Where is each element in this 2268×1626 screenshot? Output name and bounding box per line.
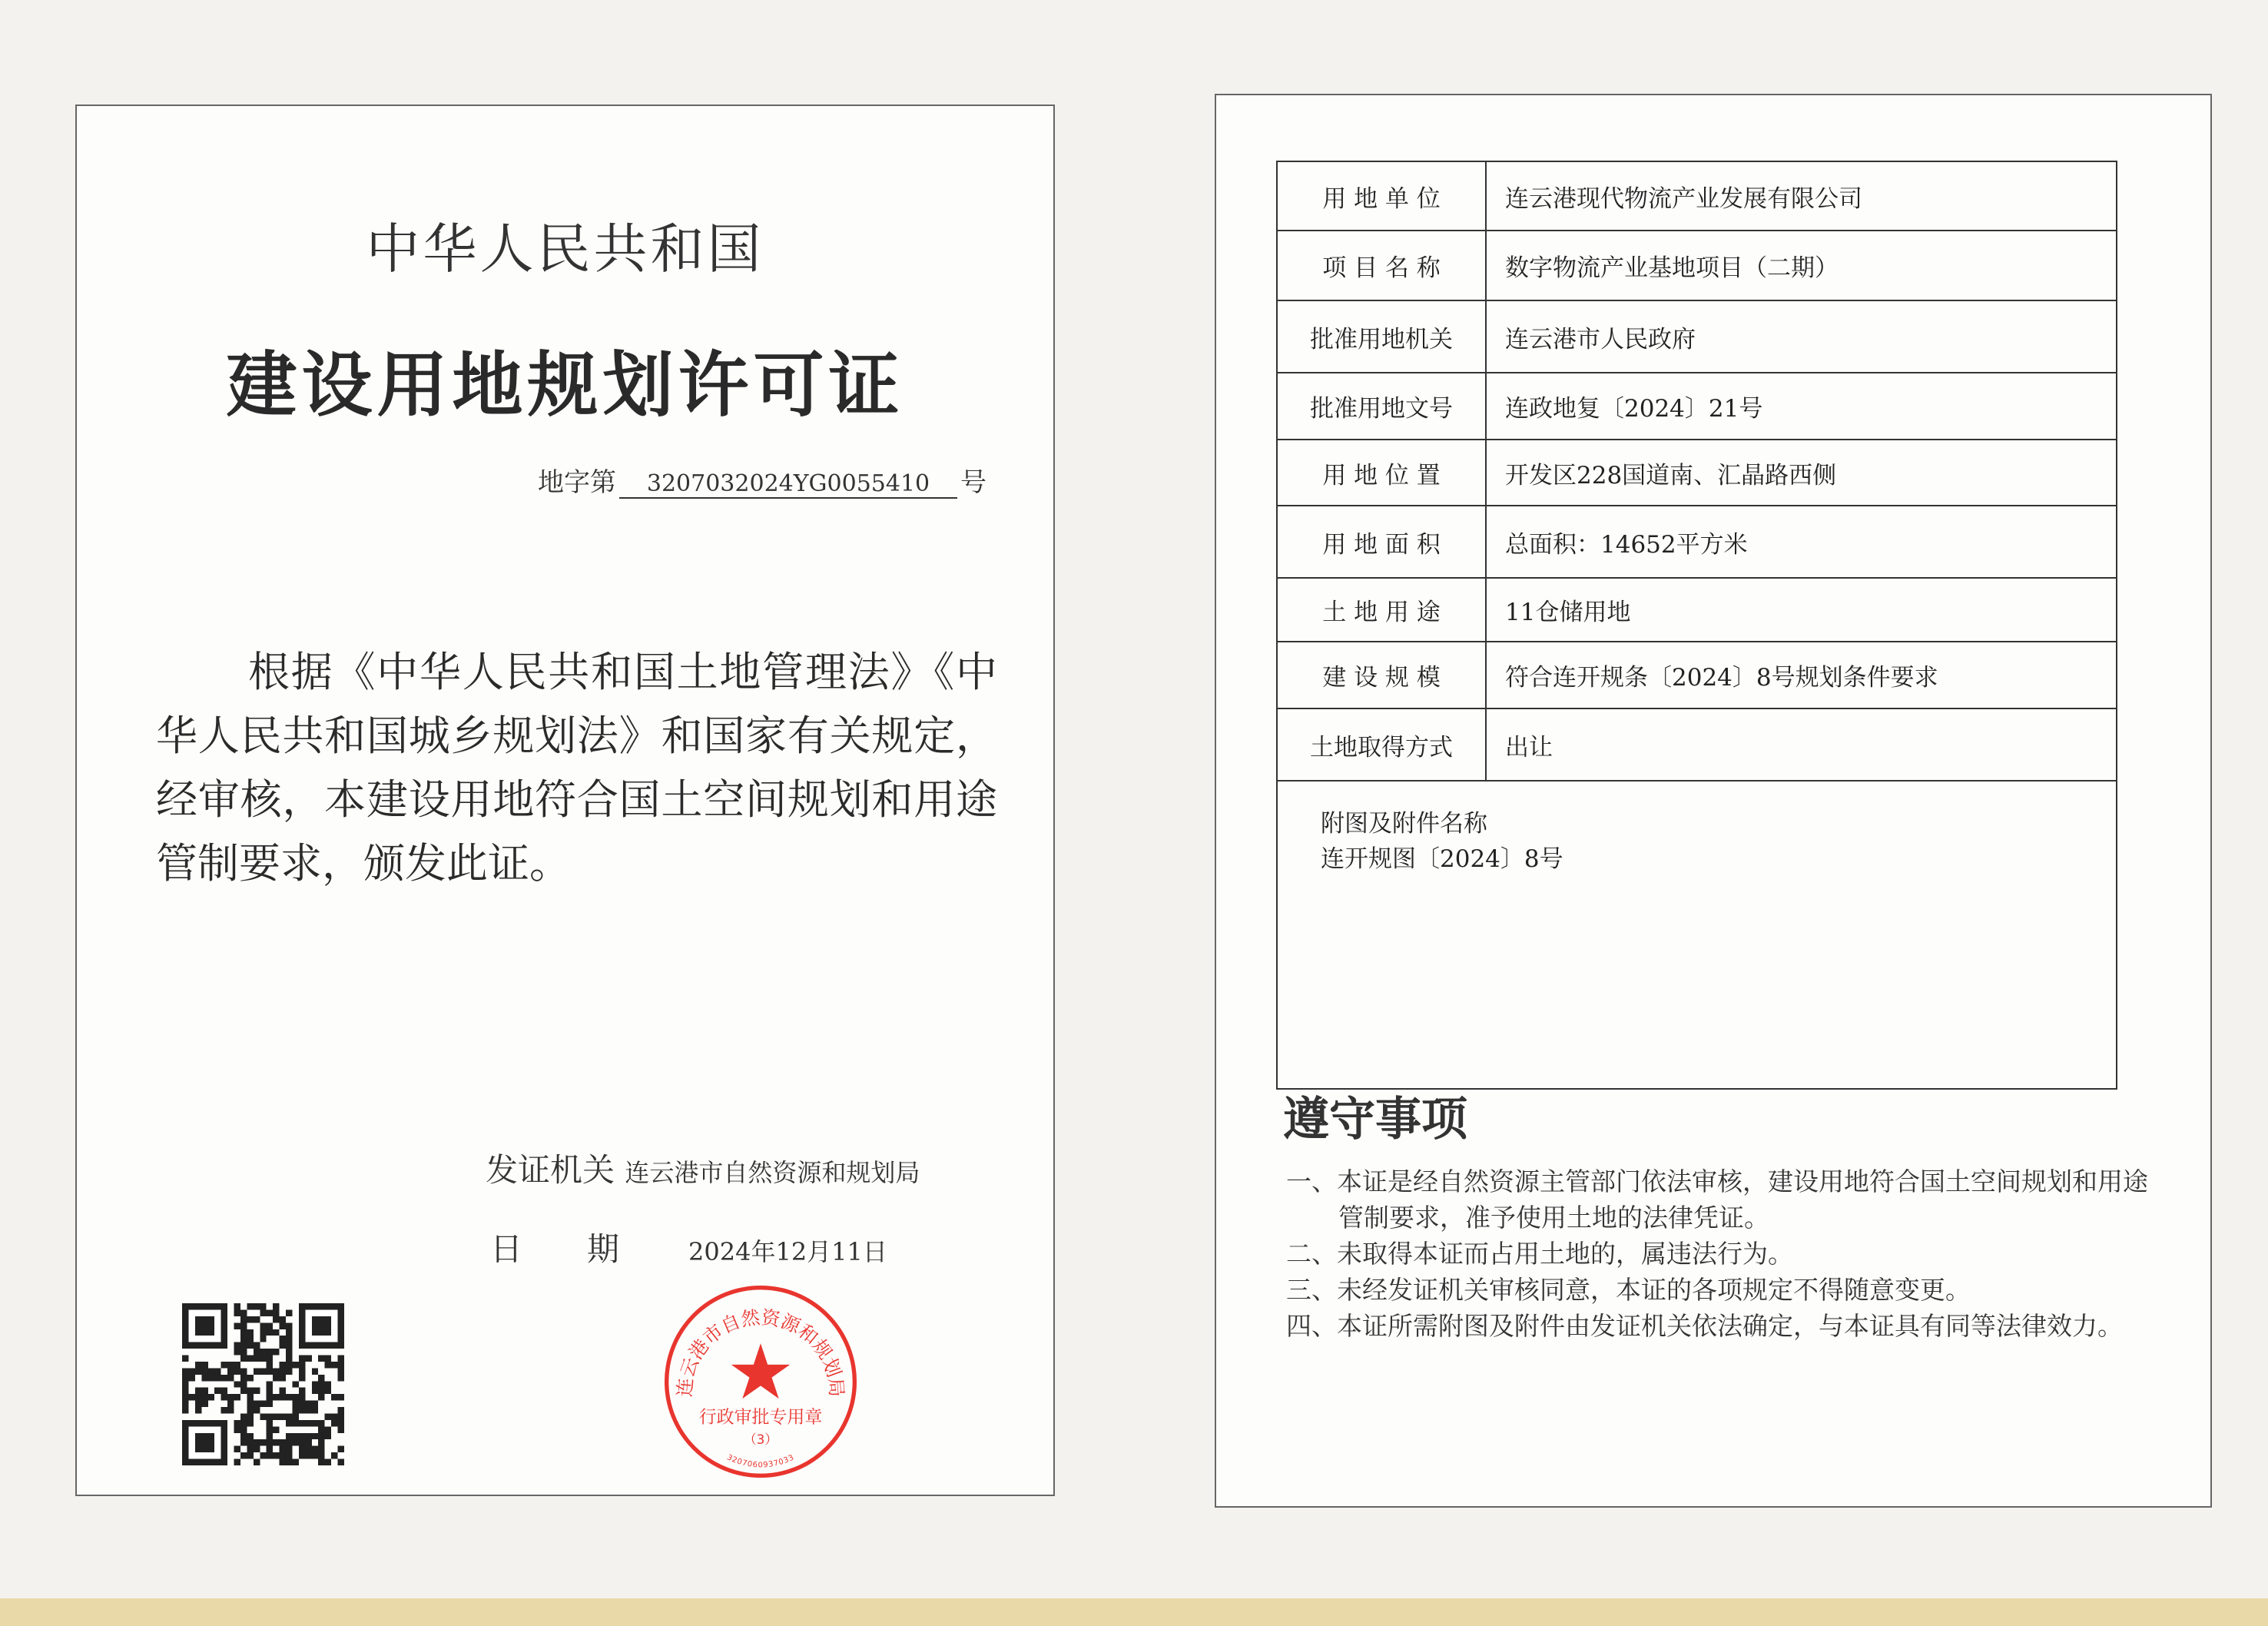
notice-item: 三、未经发证机关审核同意，本证的各项规定不得随意变更。 [1286,1275,1971,1305]
row-value: 数字物流产业基地项目（二期） [1486,231,2117,300]
seal-center-text: 行政审批专用章 [698,1407,823,1428]
official-seal-stamp [661,1282,860,1482]
row-label: 用 地 位 置 [1277,440,1486,506]
desk-background [0,1598,2268,1626]
row-label: 用 地 面 积 [1277,506,1486,578]
notice-list [1286,1163,2162,1344]
certificate-back-page [1215,94,2212,1508]
table-row [1277,642,2117,708]
issuer-value: 连云港市自然资源和规划局 [625,1158,920,1187]
table-row [1277,161,2117,231]
certificate-front-page [75,105,1055,1496]
row-label: 土 地 用 途 [1277,578,1486,642]
table-row [1277,300,2117,373]
notice-item: 二、未取得本证而占用土地的，属违法行为。 [1286,1239,1793,1269]
table-row [1277,506,2117,578]
table-row [1277,708,2117,781]
seal-code: 3207060937033 [725,1453,796,1470]
date-line [490,1224,887,1270]
number-prefix: 地字第 [538,467,616,498]
row-label: 建 设 规 模 [1277,642,1486,708]
row-label: 项 目 名 称 [1277,231,1486,300]
notice-title: 遵守事项 [1283,1093,1467,1146]
table-row [1277,578,2117,642]
row-label: 用 地 单 位 [1277,161,1486,231]
row-value: 出让 [1486,708,2117,781]
issuer-label: 发证机关 [486,1151,615,1189]
country-title: 中华人民共和国 [366,217,764,280]
attachments-value: 连开规图〔2024〕8号 [1321,845,1563,873]
attachments-cell [1277,781,2117,1089]
qr-code [182,1303,344,1465]
date-label: 日 期 [490,1230,620,1268]
star-icon [731,1343,790,1399]
notice-item: 四、本证所需附图及附件由发证机关依法确定，与本证具有同等法律效力。 [1286,1311,2123,1341]
number-suffix: 号 [960,467,986,498]
row-value: 总面积：14652平方米 [1486,506,2117,578]
table-row [1277,231,2117,300]
table-row [1277,440,2117,506]
seal-index: （3） [743,1432,778,1448]
attachments-label: 附图及附件名称 [1321,810,1487,838]
row-value: 开发区228国道南、汇晶路西侧 [1486,440,2117,506]
date-value: 2024年12月11日 [688,1237,887,1266]
row-value: 连政地复〔2024〕21号 [1486,373,2117,440]
row-value: 连云港市人民政府 [1486,300,2117,373]
certificate-body: 根据《中华人民共和国土地管理法》《中华人民共和国城乡规划法》和国家有关规定，经审核，本建设用地符合国土空间规划和用途管制要求，颁发此证。 [156,648,997,888]
certificate-number [538,461,986,499]
row-value: 连云港现代物流产业发展有限公司 [1486,161,2117,231]
row-label: 批准用地机关 [1277,300,1486,373]
land-info-table [1276,161,2117,1090]
row-label: 土地取得方式 [1277,708,1486,781]
row-value: 11仓储用地 [1486,578,2117,642]
certificate-title: 建设用地规划许可证 [226,344,904,426]
row-label: 批准用地文号 [1277,373,1486,440]
notice-item: 一、本证是经自然资源主管部门依法审核，建设用地符合国土空间规划和用途管制要求，准予使用土地的法律凭证。 [1286,1166,2148,1233]
table-row [1277,373,2117,440]
seal-ring-text: 连云港市自然资源和规划局 [673,1306,848,1398]
number-value: 3207032024YG0055410 [619,470,957,499]
row-value: 符合连开规条〔2024〕8号规划条件要求 [1486,642,2117,708]
issuer-line [486,1145,920,1191]
